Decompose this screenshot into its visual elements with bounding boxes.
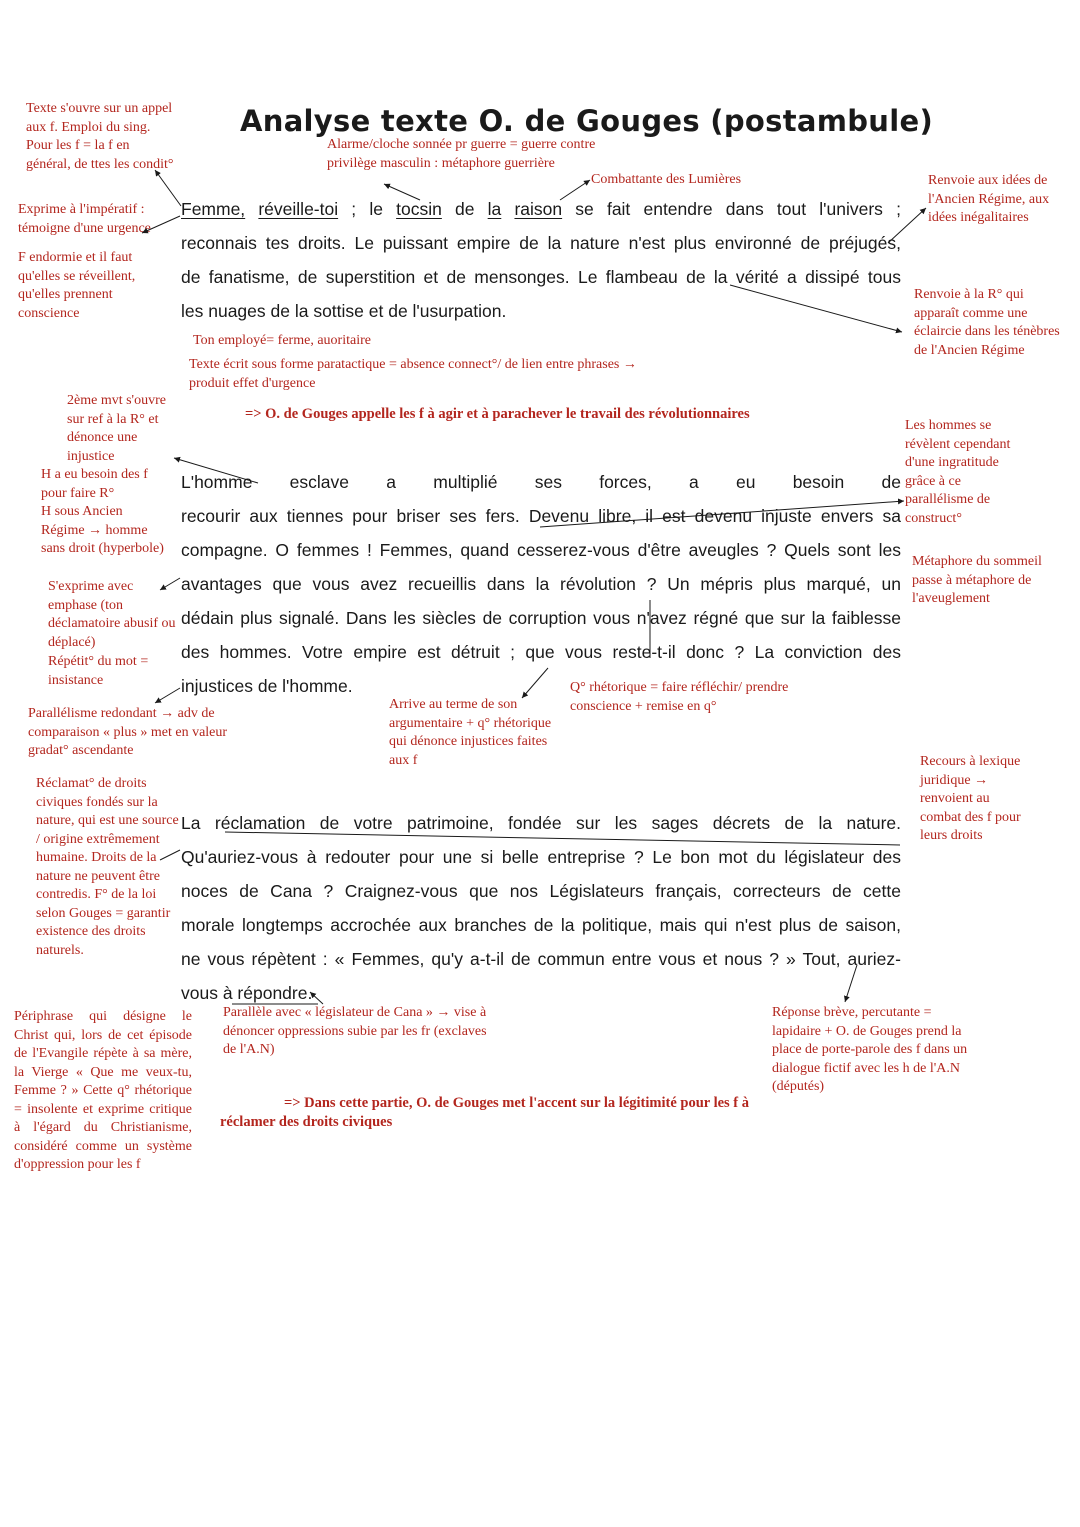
note-claim: Réclamat° de droits civiques fondés sur la nature, qui est une source / origine extrêmement humaine. Droits de la nature ne peuvent être contredis. F° de la loi selon Gouges = garantir existence des droits naturels. xyxy=(36,776,179,958)
note-asleep: F endormie et il faut qu'elles se réveillent, qu'elles prennent conscience xyxy=(18,250,136,321)
word: ; xyxy=(896,199,901,219)
note-reply: Réponse brève, percutante = lapidaire + O. de Gouges prend la place de porte-parole des f dans un dialogue fictif avec les h de l'A.N (députés) xyxy=(772,1005,968,1094)
note-second-mvt: 2ème mvt s'ouvre sur ref à la R° et dénonce une injustice xyxy=(67,393,166,464)
word: se xyxy=(575,199,594,219)
paragraph-2-line-3: compagne. O femmes ! Femmes, quand cesserez-vous d'être aveugles ? Quels sont les xyxy=(181,540,901,560)
word: la xyxy=(487,199,502,219)
word: ; xyxy=(351,199,357,219)
paragraph-1-line-4: les nuages de la sottise et de l'usurpation. xyxy=(181,301,507,321)
word: tout xyxy=(776,199,807,219)
arrow xyxy=(384,184,420,200)
conclusion-1: => O. de Gouges appelle les f à agir et à parachever le travail des révolutionnaires xyxy=(245,406,750,422)
note-needed: H a eu besoin des f pour faire R° xyxy=(41,467,148,501)
note-ancien-regime: H sous Ancien Régime → homme sans droit (hyperbole) xyxy=(41,504,164,556)
paragraph-3-line-1: La réclamation de votre patrimoine, fondée sur les sages décrets de la nature. xyxy=(181,813,901,833)
note-rhetorical-q: Q° rhétorique = faire réfléchir/ prendre conscience + remise en q° xyxy=(570,680,789,714)
paragraph-3-line-6: vous à répondre. xyxy=(181,983,313,1003)
note-paratactic: Texte écrit sous forme paratactique = absence connect°/ de lien entre phrases → produit effet d'urgence xyxy=(189,357,637,391)
note-tone: Ton employé= ferme, auoritaire xyxy=(193,333,371,348)
paragraph-2-line-2: recourir aux tiennes pour briser ses fers. Devenu libre, il est devenu injuste envers sa xyxy=(181,506,901,526)
note-opening: Texte s'ouvre sur un appel aux f. Emploi du sing. Pour les f = la f en général, de ttes les condit° xyxy=(26,101,174,172)
page-title: Analyse texte O. de Gouges (postambule) xyxy=(240,104,934,138)
word: entendre xyxy=(643,199,713,219)
paragraph-3-line-4: morale longtemps accrochée aux branches de la politique, mais qui n'est plus de saison, xyxy=(181,915,901,935)
note-alarm: Alarme/cloche sonnée pr guerre = guerre contre privilège masculin : métaphore guerrière xyxy=(327,137,596,171)
conclusion-3: => Dans cette partie, O. de Gouges met l'accent sur la légitimité pour les f à réclamer des droits civiques xyxy=(220,1095,750,1130)
paragraph-1-line-3: de fanatisme, de superstition et de mensonges. Le flambeau de la vérité a dissipé tous xyxy=(181,267,901,287)
note-parallelism: Parallélisme redondant → adv de comparaison « plus » met en valeur gradat° ascendante xyxy=(28,706,228,758)
word: Femme, xyxy=(181,199,246,219)
paragraph-2-line-4: avantages que vous avez recueillis dans la révolution ? Un mépris plus marqué, un xyxy=(181,574,901,594)
paragraph-3-line-3: noces de Cana ? Craignez-vous que nos Législateurs français, correcteurs de cette xyxy=(181,881,901,901)
paragraph-3-line-5: ne vous répètent : « Femmes, qu'y a-t-il de commun entre vous et nous ? » Tout, auriez- xyxy=(181,949,901,969)
word: le xyxy=(369,199,383,219)
word: l'univers xyxy=(819,199,883,219)
word: fait xyxy=(606,199,631,219)
paragraph-1-line-1 xyxy=(181,199,901,221)
arrow xyxy=(155,688,180,703)
note-ancien: Renvoie aux idées de l'Ancien Régime, aux idées inégalitaires xyxy=(928,173,1050,225)
note-repetition: Répétit° du mot = insistance xyxy=(48,654,149,688)
paragraph-1-line-2: reconnais tes droits. Le puissant empire de la nature n'est plus environné de préjugés, xyxy=(181,233,901,253)
note-imperative: Exprime à l'impératif : témoigne d'une urgence xyxy=(18,202,151,236)
note-metaphor: Métaphore du sommeil passe à métaphore de l'aveuglement xyxy=(912,554,1042,606)
word: tocsin xyxy=(396,199,442,219)
arrow xyxy=(560,180,590,200)
word: réveille-toi xyxy=(258,199,339,219)
note-rhetorical-end: Arrive au terme de son argumentaire + q° rhétorique qui dénonce injustices faites aux f xyxy=(389,697,552,768)
paragraph-3-line-2: Qu'auriez-vous à redouter pour une si belle entreprise ? Le bon mot du législateur des xyxy=(181,847,901,867)
note-revolution: Renvoie à la R° qui apparaît comme une éclaircie dans les ténèbres de l'Ancien Régime xyxy=(914,287,1060,358)
paragraph-2-line-5: dédain plus signalé. Dans les siècles de corruption vous n'avez régné que sur la faiblesse xyxy=(181,608,901,628)
paragraph-2-line-6: des hommes. Votre empire est détruit ; que vous reste-t-il donc ? La conviction des xyxy=(181,642,901,662)
note-parallel: Parallèle avec « législateur de Cana » → vise à dénoncer oppressions subie par les fr (exclaves de l'A.N) xyxy=(223,1005,487,1057)
word: dans xyxy=(725,199,764,219)
note-lumieres: Combattante des Lumières xyxy=(591,172,742,187)
note-juridique: Recours à lexique juridique → renvoient au combat des f pour leurs droits xyxy=(920,754,1021,843)
note-emphasis: S'exprime avec emphase (ton déclamatoire abusif ou déplacé) xyxy=(48,579,176,650)
note-ingratitude: Les hommes se révèlent cependant d'une ingratitude grâce à ce parallélisme de construct° xyxy=(905,418,1011,526)
word: de xyxy=(455,199,475,219)
note-periphrase: Périphrase qui désigne le Christ qui, lors de cet épisode de l'Evangile répète à sa mère, la Vierge « Que me veux-tu, Femme ? » Cette q° rhétorique = insolente et exprime critique à l'égard du Christianisme, considéré comme un système d'oppression pour les f xyxy=(14,1009,192,1172)
word: raison xyxy=(514,199,563,219)
paragraph-2-line-7: injustices de l'homme. xyxy=(181,676,353,696)
paragraph-2-line-1: L'homme esclave a multiplié ses forces, a eu besoin de xyxy=(181,472,901,492)
